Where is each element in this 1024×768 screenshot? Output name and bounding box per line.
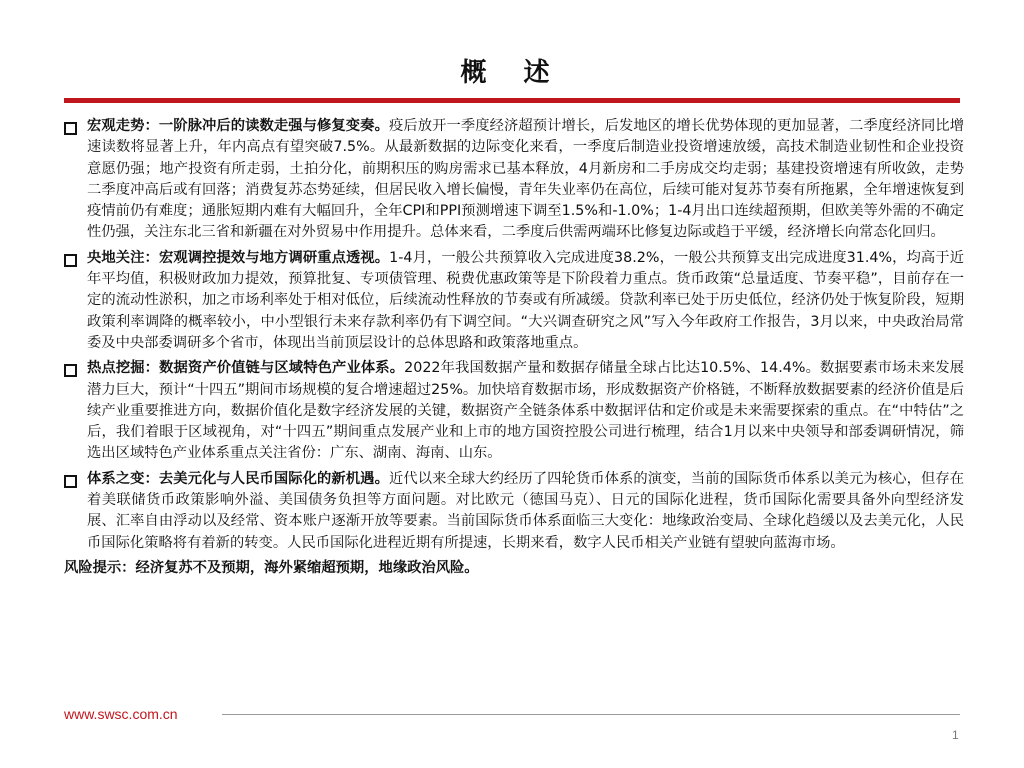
checkbox-bullet-icon [64,122,77,135]
title-divider [64,98,960,103]
bullet-text [87,248,964,354]
bullet-body: 2022年我国数据产量和数据存储量全球占比达10.5%、14.4%。数据要素市场未来发展潜力巨大，预计“十四五”期间市场规模的复合增速超过25%。加快培育数据市场，形成数据资产价格链，不断释放数据要素的经济价值是后续产业重要推进方向，数据价值化是数字经济发展的关键，数据资产全链条体系中数据评估和定价或是未来需要探索的重点。在“中特估”之后，我们着眼于区域视角，对“十四五”期间重点发展产业和上市的地方国资控股公司进行梳理，结合1月以来中央领导和部委调研情况，筛选出区域特色产业体系重点关注省份：广东、湖南、海南、山东。 [87,360,965,462]
risk-note: 风险提示：经济复苏不及预期，海外紧缩超预期，地缘政治风险。 [64,559,479,576]
bullet-heading: 央地关注：宏观调控提效与地方调研重点透视。 [87,249,390,266]
bullet-body: 近代以来全球大约经历了四轮货币体系的演变，当前的国际货币体系以美元为核心，但存在着美联储货币政策影响外溢、美国债务负担等方面问题。对比欧元（德国马克）、日元的国际化进程，货币国际化需要具备外向型经济发展、汇率自由浮动以及经常、资本账户逐渐开放等要素。当前国际货币体系面临三大变化：地缘政治变局、全球化趋缓以及去美元化，人民币国际化策略将有着新的转变。人民币国际化进程近期有所提速，长期来看，数字人民币相关产业链有望驶向蓝海市场。 [87,470,965,551]
bullet-text [87,358,964,464]
website-link[interactable]: www.swsc.com.cn [64,706,178,722]
bullet-heading: 宏观走势：一阶脉冲后的读数走强与修复变奏。 [87,118,389,134]
bullet-heading: 热点挖掘：数据资产价值链与区域特色产业体系。 [87,360,405,377]
bullet-hot-topics [64,358,964,464]
footer-divider [222,714,960,715]
bullet-heading: 体系之变：去美元化与人民币国际化的新机遇。 [87,470,389,487]
bullet-text [87,116,964,244]
checkbox-bullet-icon [64,364,77,377]
checkbox-bullet-icon [64,475,77,488]
bullet-system-change [64,469,964,554]
bullet-body: 1-4月，一般公共预算收入完成进度38.2%，一般公共预算支出完成进度31.4%，均高于近年平均值，积极财政加力提效，预算批复、专项债管理、税费优惠政策等是下阶段着力重点。货币政策“总量适度、节奏平稳”，目前存在一定的流动性淤积，加之市场利率处于相对低位，后续流动性释放的节奏或有所减缓。贷款利率已处于历史低位，经济仍处于恢复阶段，短期政策利率调降的概率较小，中小型银行未来存款利率仍有下调空间。“大兴调查研究之风”写入今年政府工作报告，3月以来，中央政治局常委及中央部委调研多个省市，体现出当前顶层设计的总体思路和政策落地重点。 [87,249,964,351]
bullet-body: 疫后放开一季度经济超预计增长，后发地区的增长优势体现的更加显著，二季度经济同比增速读数将显著上升，年内高点有望突破7.5%。从最新数据的边际变化来看，一季度后制造业投资增速放缓，高技术制造业韧性和企业投资意愿仍强；地产投资有所走弱，土拍分化，前期积压的购房需求已基本释放，4月新房和二手房成交均走弱；基建投资增速有所收敛，走势二季度冲高后或有回落；消费复苏态势延续，但居民收入增长偏慢，青年失业率仍在高位，后续可能对复苏节奏有所拖累，全年增速恢复到疫情前仍有难度；通胀短期内难有大幅回升，全年CPI和PPI预测增速下调至1.5%和-1.0%；1-4月出口连续超预期，但欧美等外需的不确定性仍强，关注东北三省和新疆在对外贸易中作用提升。总体来看，二季度后供需两端环比修复边际或趋于平缓，经济增长向常态化回归。 [87,118,965,241]
bullet-macro-trend [64,116,964,244]
page-title: 概 述 [460,58,564,88]
page-number: 1 [952,728,959,742]
summary-content [64,116,964,579]
bullet-central-local [64,248,964,354]
checkbox-bullet-icon [64,254,77,267]
bullet-text [87,469,964,554]
